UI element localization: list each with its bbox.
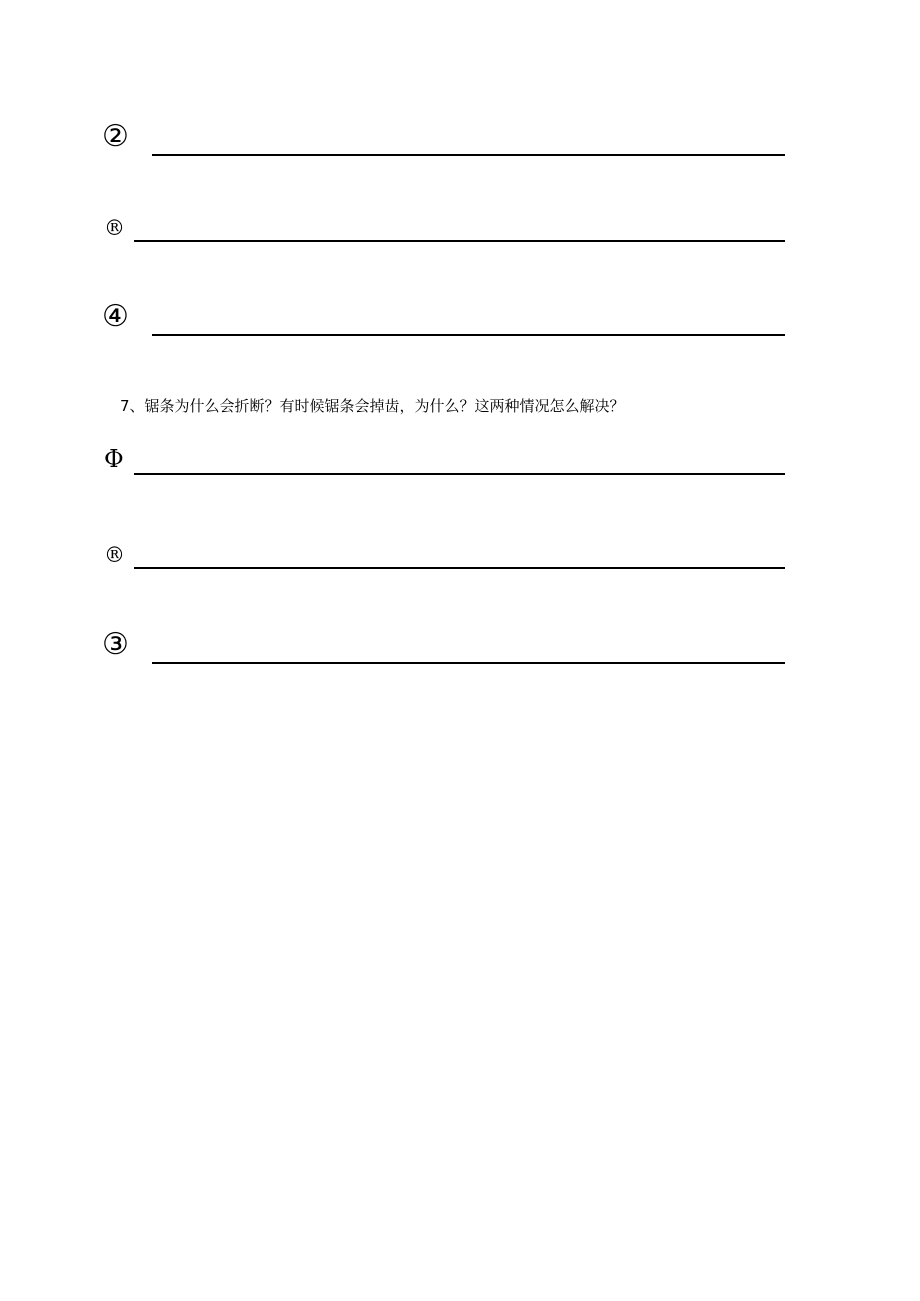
answer-row-2: [100, 112, 790, 156]
answer-marker: Φ: [104, 445, 124, 473]
answer-marker: ②: [102, 119, 129, 154]
answer-marker: ③: [102, 627, 129, 662]
q7-answer-row-2: [100, 525, 790, 569]
answer-blank-line: [134, 240, 785, 242]
answer-blank-line: [134, 567, 785, 569]
answer-marker: ®: [104, 216, 125, 240]
answer-blank-line: [134, 473, 785, 475]
q7-answer-row-1: [100, 431, 790, 475]
answer-blank-line: [152, 662, 785, 664]
answer-blank-line: [152, 154, 785, 156]
question-7-text: 7、锯条为什么会折断？有时候锯条会掉齿，为什么？这两种情况怎么解决？: [120, 397, 625, 415]
answer-row-4: [100, 292, 790, 336]
answer-blank-line: [152, 334, 785, 336]
q7-answer-row-3: [100, 620, 790, 664]
answer-marker: ®: [104, 543, 125, 567]
answer-marker: ④: [102, 299, 129, 334]
answer-row-3: [100, 198, 790, 242]
